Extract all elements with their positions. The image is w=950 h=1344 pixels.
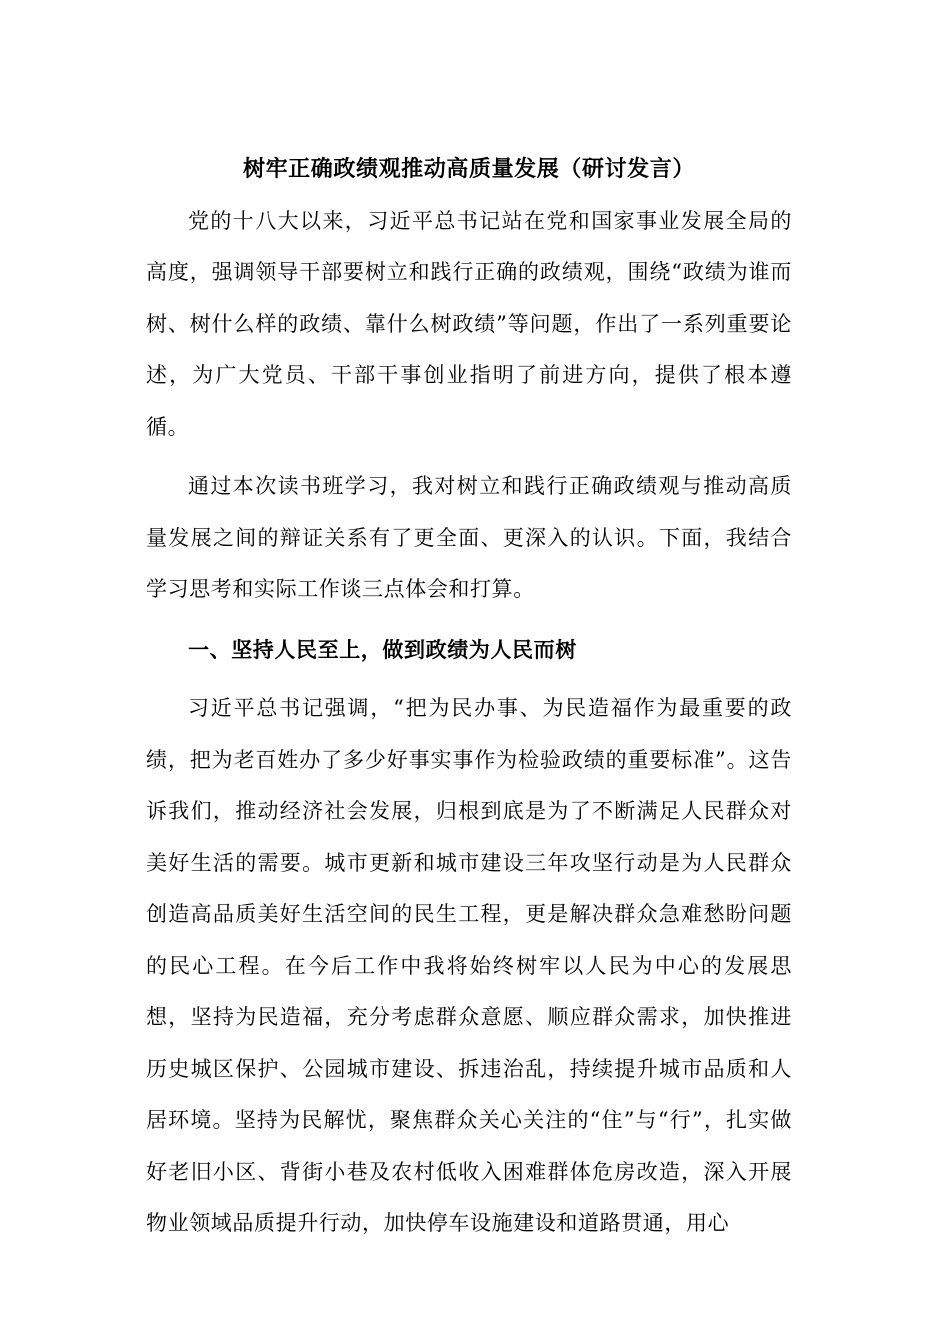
section-heading-1: 一、坚持人民至上，做到政绩为人民而树: [188, 636, 577, 662]
paragraph-section-1: 习近平总书记强调，“把为民办事、为民造福作为最重要的政绩，把为老百姓办了多少好事实事作为检验政绩的重要标准”。这告诉我们，推动经济社会发展，归根到底是为了不断满足人民群众对美好生活的需要。城市更新和城市建设三年攻坚行动是为人民群众创造高品质美好生活空间的民生工程，更是解决群众急难愁盼问题的民心工程。在今后工作中我将始终树牢以人民为中心的发展思想，坚持为民造福，充分考虑群众意愿、顺应群众需求，加快推进历史城区保护、公园城市建设、拆违治乱，持续提升城市品质和人居环境。坚持为民解忧，聚焦群众关心关注的“住”与“行”，扎实做好老旧小区、背街小巷及农村低收入困难群体危房改造，深入开展物业领域品质提升行动，加快停车设施建设和道路贯通，用心: [146, 696, 792, 1235]
paragraph-study: 通过本次读书班学习，我对树立和践行正确政绩观与推动高质量发展之间的辩证关系有了更全面、更深入的认识。下面，我结合学习思考和实际工作谈三点体会和打算。: [146, 474, 792, 601]
document-title: 树牢正确政绩观推动高质量发展（研讨发言）: [242, 156, 695, 182]
document-body: [146, 144, 792, 1250]
paragraph-intro: 党的十八大以来，习近平总书记站在党和国家事业发展全局的高度，强调领导干部要树立和践行正确的政绩观，围绕“政绩为谁而树、树什么样的政绩、靠什么树政绩”等问题，作出了一系列重要论述，为广大党员、干部干事创业指明了前进方向，提供了根本遵循。: [146, 208, 792, 439]
